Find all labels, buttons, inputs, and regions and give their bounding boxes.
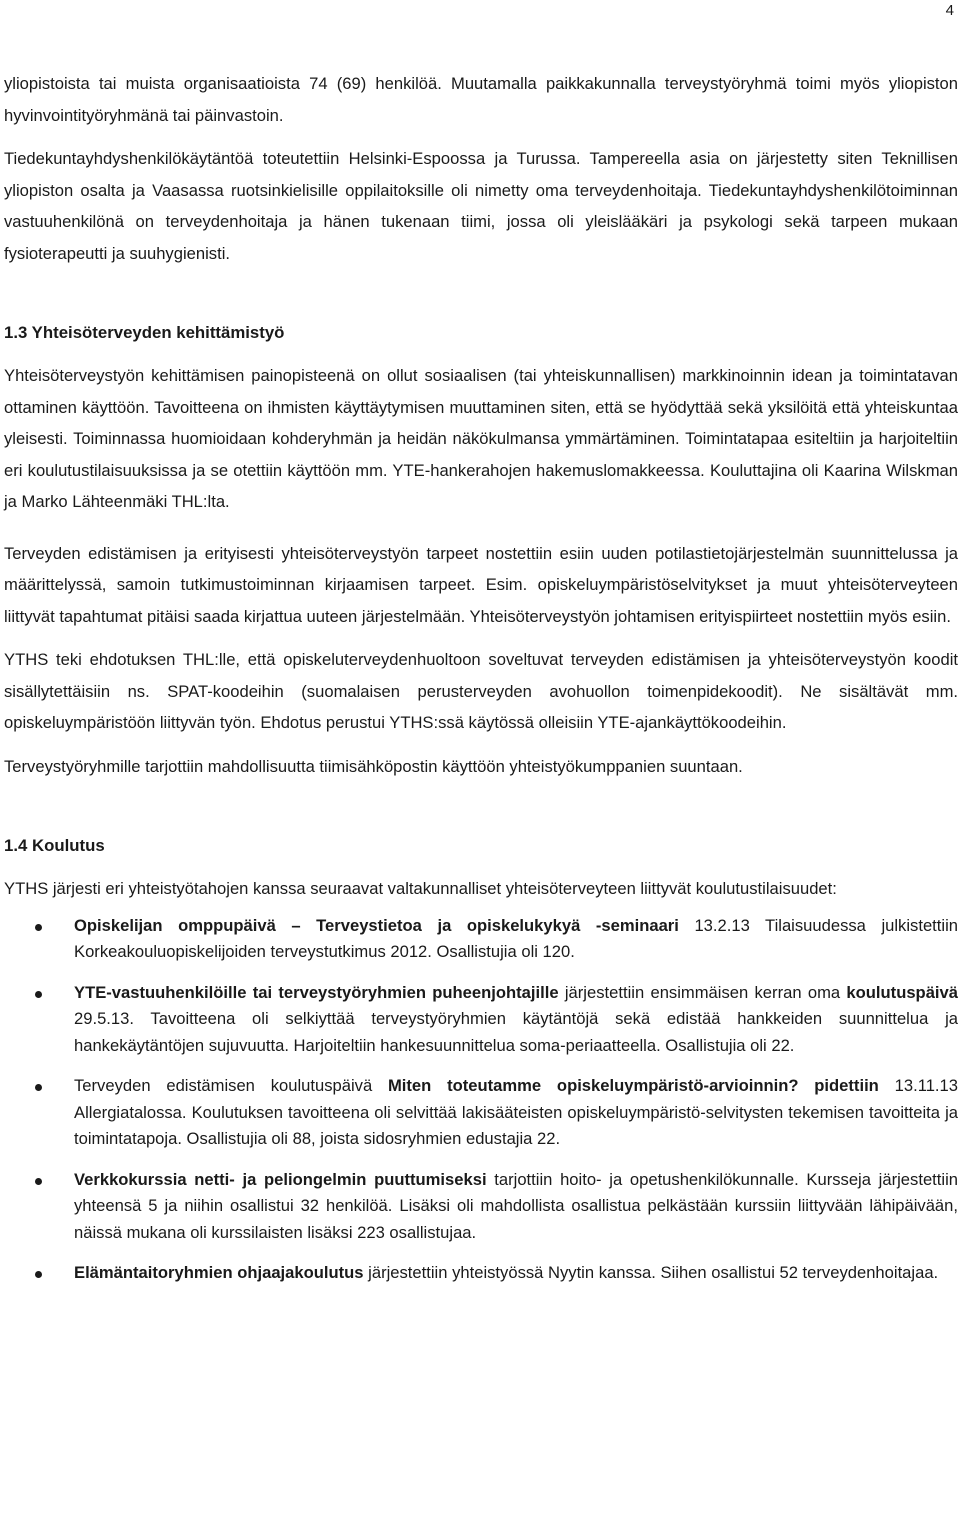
paragraph-team-email: Terveystyöryhmille tarjottiin mahdollisuutta tiimisähköpostin käyttöön yhteistyökumppanien suuntaan. — [4, 756, 743, 776]
event-emphasis: koulutuspäivä — [846, 982, 958, 1002]
bullet-icon — [35, 1178, 42, 1185]
list-item — [4, 980, 958, 1060]
paragraph-social-marketing: Yhteisöterveystyön kehittämisen painopisteenä on ollut sosiaalisen (tai yhteiskunnallisen) markkinoinnin idean ja toimintatavan ottaminen käyttöön. Tavoitteena on ihmisten käyttäytymisen muuttaminen siten, että se hyödyttää sekä yksilöitä että yhteiskuntaa yleisesti. Toiminnassa huomioidaan kohderyhmän ja heidän näkökulmansa ymmärtäminen. Toimintatapaa esiteltiin ja harjoiteltiin eri koulutustilaisuuksissa ja se otettiin käyttöön mm. YTE-hankerahojen hakemuslomakkeessa. Kouluttajina oli Kaarina Wilskman ja Marko Lähteenmäki THL:lta. — [4, 366, 958, 511]
event-description: 13.2.13 Tilaisuudessa julkistettiin Korkeakouluopiskelijoiden terveystutkimus 2012. Osallistujia oli 120. — [74, 915, 958, 961]
list-item — [4, 1167, 958, 1247]
paragraph-training-intro: YTHS järjesti eri yhteistyötahojen kanssa seuraavat valtakunnalliset yhteisöterveyteen liittyvät koulutustilaisuudet: — [4, 879, 837, 898]
event-description: 29.5.13. Tavoitteena oli selkiyttää terveystyöryhmien käytäntöjä sekä edistää hankkeiden suunnittelua ja hankekäytäntöjen sujuvuutta. Harjoiteltiin hankesuunnittelua soma-periaatteella. Osallistujia oli 22. — [74, 1009, 958, 1055]
event-title: Opiskelijan omppupäivä – Terveystietoa ja opiskelukykyä -seminaari — [74, 915, 679, 935]
bullet-icon — [35, 991, 42, 998]
event-description: järjestettiin yhteistyössä Nyytin kanssa. Siihen osallistui 52 terveydenhoitajaa. — [363, 1263, 939, 1282]
document-body — [4, 68, 958, 1301]
bullet-icon — [35, 1271, 42, 1278]
event-title: Verkkokurssia netti- ja peliongelmin puuttumiseksi — [74, 1169, 487, 1189]
training-list — [4, 913, 958, 1287]
list-item — [4, 1073, 958, 1153]
list-item — [4, 1260, 958, 1287]
event-description: tarjottiin hoito- ja opetushenkilökunnalle. Kursseja järjestettiin yhteensä 5 ja niihin osallistui 32 henkilöä. Lisäksi oli mahdollista osallistua pelkästään kurssiin liittyvään lähipäivään, näissä mukana oli kurssilaisten lisäksi 223 osallistujaa. — [74, 1169, 958, 1242]
event-prefix: Terveyden edistämisen koulutuspäivä — [74, 1076, 388, 1095]
event-title: Miten toteutamme opiskeluympäristö-arvioinnin? pidettiin — [387, 1076, 879, 1095]
paragraph-patient-system: Terveyden edistämisen ja erityisesti yhteisöterveystyön tarpeet nostettiin esiin uuden potilastietojärjestelmän suunnittelussa ja määrittelyssä, samoin tutkimustoiminnan kirjaamisen tarpeet. Esim. opiskeluympäristöselvitykset ja muut yhteisöterveyteen liittyvät tapahtumat pitäisi saada kirjattua uuteen järjestelmään. Yhteisöterveystyön johtamisen erityispiirteet nostettiin myös esiin. — [4, 543, 958, 626]
section-heading-1-4: 1.4 Koulutus — [4, 836, 105, 855]
page-number: 4 — [945, 2, 954, 19]
event-description: järjestettiin ensimmäisen kerran oma — [558, 982, 847, 1002]
bullet-icon — [35, 1084, 42, 1091]
event-description: 13.11.13 Allergiatalossa. Koulutuksen tavoitteena oli selvittää lakisääteisten opiskeluympäristö-selvitysten tekemisen tavoitteita ja toimintatapoja. Osallistujia oli 88, joista sidosryhmien edustajia 22. — [74, 1076, 958, 1148]
paragraph-intro: yliopistoista tai muista organisaatioista 74 (69) henkilöä. Muutamalla paikkakunnalla terveystyöryhmä toimi myös yliopiston hyvinvointityöryhmänä tai päinvastoin. — [4, 74, 958, 125]
paragraph-spat-codes: YTHS teki ehdotuksen THL:lle, että opiskeluterveydenhuoltoon soveltuvat terveyden edistämisen ja yhteisöterveystyön koodit sisällytettäisiin ns. SPAT-koodeihin (suomalaisen perusterveyden avohuollon toimenpidekoodit). Ne sisältävät mm. opiskeluympäristöön liittyvän työn. Ehdotus perustui YTHS:ssä käytössä olleisiin YTE-ajankäyttökoodeihin. — [4, 650, 958, 732]
list-item — [4, 913, 958, 966]
event-title: YTE-vastuuhenkilöille tai terveystyöryhmien puheenjohtajille — [74, 982, 559, 1002]
section-heading-1-3: 1.3 Yhteisöterveyden kehittämistyö — [4, 323, 285, 342]
bullet-icon — [35, 924, 42, 931]
paragraph-faculty-contacts: Tiedekuntayhdyshenkilökäytäntöä toteutettiin Helsinki-Espoossa ja Turussa. Tampereella asia on järjestetty siten Teknillisen yliopiston osalta ja Vaasassa ruotsinkielisille oppilaitoksille oli nimetty oma terveydenhoitaja. Tiedekuntayhdyshenkilötoiminnan vastuuhenkilönä on terveydenhoitaja ja hänen tukenaan tiimi, jossa oli yleislääkäri ja psykologi sekä tarpeen mukaan fysioterapeutti ja suuhygienisti. — [4, 149, 958, 263]
event-title: Elämäntaitoryhmien ohjaajakoulutus — [74, 1263, 364, 1282]
